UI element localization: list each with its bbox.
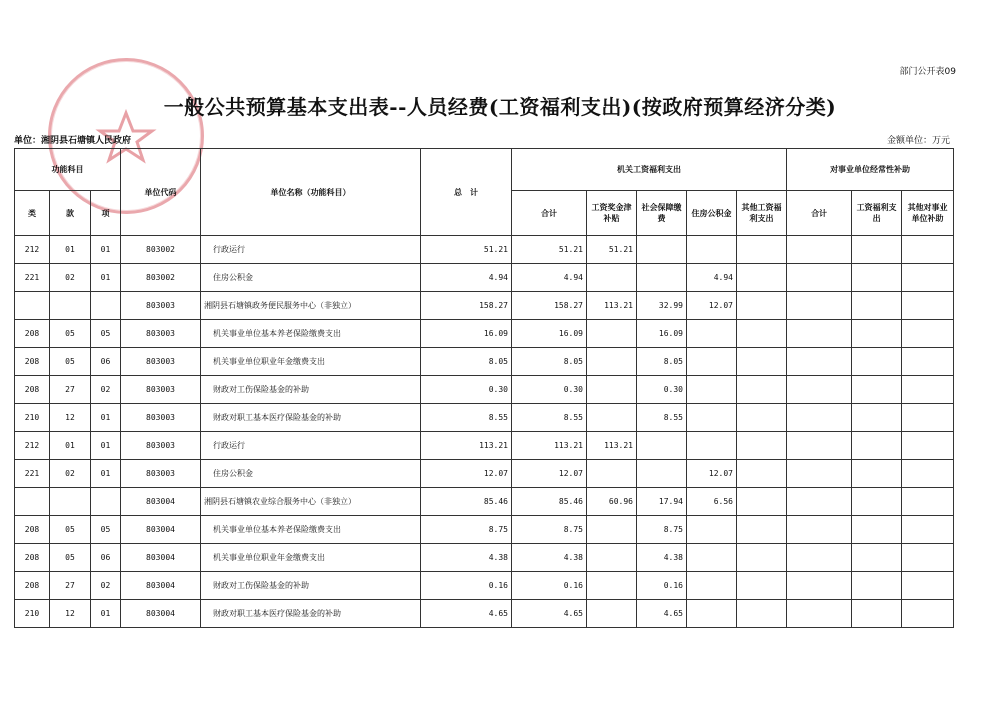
cell-total: 0.16 [421, 572, 512, 600]
cell-g1-other [737, 516, 787, 544]
cell-total: 51.21 [421, 236, 512, 264]
cell-lei: 208 [15, 516, 50, 544]
cell-kuan: 05 [50, 516, 91, 544]
table-row [15, 264, 954, 292]
cell-unit-code: 803003 [121, 292, 201, 320]
cell-xiang: 01 [91, 236, 121, 264]
cell-unit-name: 行政运行 [201, 236, 421, 264]
document-code: 部门公开表09 [899, 67, 956, 77]
cell-unit-name: 机关事业单位基本养老保险缴费支出 [201, 320, 421, 348]
cell-unit-name: 行政运行 [201, 432, 421, 460]
cell-g2-salary [852, 292, 902, 320]
cell-g1-sum: 4.38 [512, 544, 587, 572]
cell-g2-sum [787, 264, 852, 292]
cell-xiang: 02 [91, 572, 121, 600]
cell-g1-other [737, 292, 787, 320]
g1-salary-header: 工资奖金津补贴 [587, 191, 637, 236]
cell-lei: 208 [15, 572, 50, 600]
cell-g2-sum [787, 404, 852, 432]
cell-g2-other [902, 488, 954, 516]
table-row [15, 460, 954, 488]
cell-g1-social: 0.30 [637, 376, 687, 404]
cell-g2-other [902, 236, 954, 264]
cell-unit-name: 财政对职工基本医疗保险基金的补助 [201, 600, 421, 628]
cell-g2-other [902, 544, 954, 572]
cell-total: 12.07 [421, 460, 512, 488]
cell-xiang: 01 [91, 264, 121, 292]
g1-sum-header: 合计 [512, 191, 587, 236]
cell-unit-name: 财政对工伤保险基金的补助 [201, 572, 421, 600]
cell-lei: 208 [15, 320, 50, 348]
cell-kuan: 27 [50, 376, 91, 404]
cell-g1-salary [587, 544, 637, 572]
cell-g2-sum [787, 320, 852, 348]
cell-lei: 221 [15, 264, 50, 292]
cell-total: 85.46 [421, 488, 512, 516]
cell-unit-name: 湘阴县石塘镇农业综合服务中心（非独立） [201, 488, 421, 516]
cell-g1-housing [687, 544, 737, 572]
cell-g1-social: 4.38 [637, 544, 687, 572]
cell-unit-name: 财政对工伤保险基金的补助 [201, 376, 421, 404]
cell-xiang: 01 [91, 404, 121, 432]
cell-g2-sum [787, 600, 852, 628]
table-row [15, 348, 954, 376]
cell-g2-sum [787, 544, 852, 572]
g1-social-header: 社会保障缴费 [637, 191, 687, 236]
cell-unit-name: 机关事业单位职业年金缴费支出 [201, 348, 421, 376]
cell-total: 4.38 [421, 544, 512, 572]
func-subject-header: 功能科目 [15, 149, 121, 191]
cell-total: 0.30 [421, 376, 512, 404]
cell-g1-social [637, 264, 687, 292]
cell-unit-code: 803002 [121, 236, 201, 264]
cell-g1-sum: 51.21 [512, 236, 587, 264]
cell-xiang [91, 292, 121, 320]
table-row [15, 292, 954, 320]
cell-kuan: 02 [50, 460, 91, 488]
table-row [15, 320, 954, 348]
table-row [15, 488, 954, 516]
cell-g1-social: 16.09 [637, 320, 687, 348]
table-row [15, 516, 954, 544]
cell-g1-salary: 51.21 [587, 236, 637, 264]
cell-g1-sum: 12.07 [512, 460, 587, 488]
cell-unit-code: 803002 [121, 264, 201, 292]
cell-g2-salary [852, 600, 902, 628]
cell-g1-other [737, 376, 787, 404]
cell-unit-code: 803003 [121, 376, 201, 404]
cell-g1-other [737, 404, 787, 432]
cell-g2-salary [852, 348, 902, 376]
cell-xiang: 01 [91, 432, 121, 460]
cell-g1-salary [587, 348, 637, 376]
amount-unit-label: 金额单位：万元 [886, 136, 950, 146]
cell-lei [15, 292, 50, 320]
cell-g2-sum [787, 292, 852, 320]
cell-unit-name: 机关事业单位基本养老保险缴费支出 [201, 516, 421, 544]
unit-label: 单位：湘阴县石塘镇人民政府 [14, 136, 132, 146]
cell-kuan: 01 [50, 236, 91, 264]
cell-g1-sum: 113.21 [512, 432, 587, 460]
cell-total: 4.94 [421, 264, 512, 292]
cell-g2-other [902, 292, 954, 320]
cell-g2-sum [787, 236, 852, 264]
cell-xiang: 01 [91, 600, 121, 628]
cell-g1-salary [587, 516, 637, 544]
cell-g1-salary [587, 572, 637, 600]
cell-unit-code: 803003 [121, 320, 201, 348]
table-row [15, 404, 954, 432]
table-row [15, 236, 954, 264]
cell-unit-name: 湘阴县石塘镇政务便民服务中心（非独立） [201, 292, 421, 320]
cell-g1-salary: 60.96 [587, 488, 637, 516]
cell-unit-code: 803003 [121, 460, 201, 488]
cell-g2-sum [787, 348, 852, 376]
cell-g1-housing [687, 348, 737, 376]
cell-g1-salary [587, 600, 637, 628]
cell-unit-name: 机关事业单位职业年金缴费支出 [201, 544, 421, 572]
g2-other-header: 其他对事业单位补助 [902, 191, 954, 236]
cell-g1-salary [587, 460, 637, 488]
cell-g2-salary [852, 264, 902, 292]
group1-header: 机关工资福利支出 [512, 149, 787, 191]
cell-g1-housing [687, 404, 737, 432]
cell-kuan: 27 [50, 572, 91, 600]
cell-total: 4.65 [421, 600, 512, 628]
cell-g1-sum: 8.05 [512, 348, 587, 376]
cell-g1-other [737, 432, 787, 460]
cell-g1-housing [687, 320, 737, 348]
g1-other-header: 其他工资福利支出 [737, 191, 787, 236]
cell-kuan [50, 488, 91, 516]
cell-g1-housing: 12.07 [687, 460, 737, 488]
cell-lei: 212 [15, 432, 50, 460]
cell-g1-other [737, 572, 787, 600]
cell-lei: 208 [15, 544, 50, 572]
cell-xiang [91, 488, 121, 516]
cell-g1-other [737, 348, 787, 376]
cell-g1-salary [587, 404, 637, 432]
cell-g1-other [737, 460, 787, 488]
cell-unit-name: 住房公积金 [201, 460, 421, 488]
expenditure-table [14, 148, 954, 628]
cell-g1-social [637, 236, 687, 264]
cell-total: 113.21 [421, 432, 512, 460]
cell-g2-other [902, 320, 954, 348]
cell-g1-housing: 4.94 [687, 264, 737, 292]
cell-g1-salary: 113.21 [587, 432, 637, 460]
cell-lei: 210 [15, 600, 50, 628]
cell-total: 8.05 [421, 348, 512, 376]
cell-unit-code: 803003 [121, 404, 201, 432]
cell-g1-social: 0.16 [637, 572, 687, 600]
cell-g2-other [902, 348, 954, 376]
cell-g1-salary [587, 376, 637, 404]
cell-kuan: 05 [50, 544, 91, 572]
group2-header: 对事业单位经常性补助 [787, 149, 954, 191]
table-row [15, 376, 954, 404]
page-title: 一般公共预算基本支出表--人员经费(工资福利支出)(按政府预算经济分类) [163, 95, 837, 119]
table-row [15, 432, 954, 460]
cell-lei: 210 [15, 404, 50, 432]
cell-unit-code: 803004 [121, 516, 201, 544]
lei-header: 类 [15, 191, 50, 236]
cell-g2-other [902, 460, 954, 488]
g1-housing-header: 住房公积金 [687, 191, 737, 236]
cell-g2-other [902, 572, 954, 600]
cell-g1-salary [587, 320, 637, 348]
cell-g1-housing [687, 516, 737, 544]
cell-g1-social: 4.65 [637, 600, 687, 628]
cell-xiang: 01 [91, 460, 121, 488]
cell-g2-salary [852, 376, 902, 404]
cell-g1-sum: 8.55 [512, 404, 587, 432]
cell-lei: 221 [15, 460, 50, 488]
cell-g2-salary [852, 572, 902, 600]
unit-name-header: 单位名称（功能科目） [201, 149, 421, 236]
cell-g2-sum [787, 376, 852, 404]
cell-g2-sum [787, 488, 852, 516]
cell-g2-salary [852, 236, 902, 264]
cell-g2-sum [787, 432, 852, 460]
cell-g2-salary [852, 544, 902, 572]
cell-g2-other [902, 432, 954, 460]
table-row [15, 544, 954, 572]
cell-g2-other [902, 516, 954, 544]
g2-sum-header: 合计 [787, 191, 852, 236]
cell-lei [15, 488, 50, 516]
cell-xiang: 02 [91, 376, 121, 404]
cell-g2-other [902, 376, 954, 404]
cell-g2-other [902, 404, 954, 432]
cell-lei: 208 [15, 348, 50, 376]
table-row [15, 572, 954, 600]
cell-g1-housing: 12.07 [687, 292, 737, 320]
cell-g2-salary [852, 516, 902, 544]
cell-g1-sum: 0.30 [512, 376, 587, 404]
cell-g2-sum [787, 572, 852, 600]
cell-total: 8.75 [421, 516, 512, 544]
cell-unit-code: 803004 [121, 544, 201, 572]
cell-g1-other [737, 488, 787, 516]
cell-xiang: 05 [91, 516, 121, 544]
cell-total: 8.55 [421, 404, 512, 432]
cell-unit-code: 803003 [121, 348, 201, 376]
cell-total: 16.09 [421, 320, 512, 348]
cell-g1-housing: 6.56 [687, 488, 737, 516]
cell-g1-housing [687, 572, 737, 600]
cell-g1-sum: 4.94 [512, 264, 587, 292]
cell-g2-sum [787, 460, 852, 488]
cell-g2-salary [852, 432, 902, 460]
cell-g1-housing [687, 432, 737, 460]
xiang-header: 项 [91, 191, 121, 236]
g2-salary-header: 工资福利支出 [852, 191, 902, 236]
cell-g2-salary [852, 488, 902, 516]
cell-kuan: 05 [50, 320, 91, 348]
cell-kuan [50, 292, 91, 320]
cell-g1-sum: 85.46 [512, 488, 587, 516]
cell-unit-name: 财政对职工基本医疗保险基金的补助 [201, 404, 421, 432]
cell-g1-social: 8.05 [637, 348, 687, 376]
cell-g1-other [737, 320, 787, 348]
cell-g1-housing [687, 376, 737, 404]
cell-lei: 208 [15, 376, 50, 404]
cell-g1-other [737, 544, 787, 572]
cell-g1-social: 32.99 [637, 292, 687, 320]
cell-kuan: 12 [50, 404, 91, 432]
cell-lei: 212 [15, 236, 50, 264]
cell-g1-sum: 4.65 [512, 600, 587, 628]
cell-g1-salary: 113.21 [587, 292, 637, 320]
cell-g1-social: 8.55 [637, 404, 687, 432]
cell-g1-sum: 16.09 [512, 320, 587, 348]
cell-g2-other [902, 600, 954, 628]
cell-g2-sum [787, 516, 852, 544]
cell-g1-other [737, 264, 787, 292]
cell-g2-salary [852, 404, 902, 432]
cell-unit-code: 803004 [121, 572, 201, 600]
cell-unit-code: 803003 [121, 432, 201, 460]
cell-xiang: 05 [91, 320, 121, 348]
unit-code-header: 单位代码 [121, 149, 201, 236]
cell-xiang: 06 [91, 544, 121, 572]
cell-g1-sum: 0.16 [512, 572, 587, 600]
cell-unit-name: 住房公积金 [201, 264, 421, 292]
cell-g1-social [637, 460, 687, 488]
cell-total: 158.27 [421, 292, 512, 320]
cell-g2-other [902, 264, 954, 292]
table-row [15, 600, 954, 628]
cell-g1-social: 8.75 [637, 516, 687, 544]
total-header: 总 计 [421, 149, 512, 236]
cell-g1-sum: 158.27 [512, 292, 587, 320]
cell-g1-other [737, 600, 787, 628]
cell-g1-social: 17.94 [637, 488, 687, 516]
cell-kuan: 05 [50, 348, 91, 376]
header-row-1 [15, 149, 954, 191]
cell-unit-code: 803004 [121, 488, 201, 516]
cell-g1-housing [687, 236, 737, 264]
cell-kuan: 01 [50, 432, 91, 460]
cell-g1-sum: 8.75 [512, 516, 587, 544]
cell-kuan: 02 [50, 264, 91, 292]
kuan-header: 款 [50, 191, 91, 236]
cell-g1-salary [587, 264, 637, 292]
cell-g2-salary [852, 320, 902, 348]
cell-g1-other [737, 236, 787, 264]
cell-g1-housing [687, 600, 737, 628]
cell-g1-social [637, 432, 687, 460]
cell-g2-salary [852, 460, 902, 488]
cell-xiang: 06 [91, 348, 121, 376]
cell-kuan: 12 [50, 600, 91, 628]
cell-unit-code: 803004 [121, 600, 201, 628]
